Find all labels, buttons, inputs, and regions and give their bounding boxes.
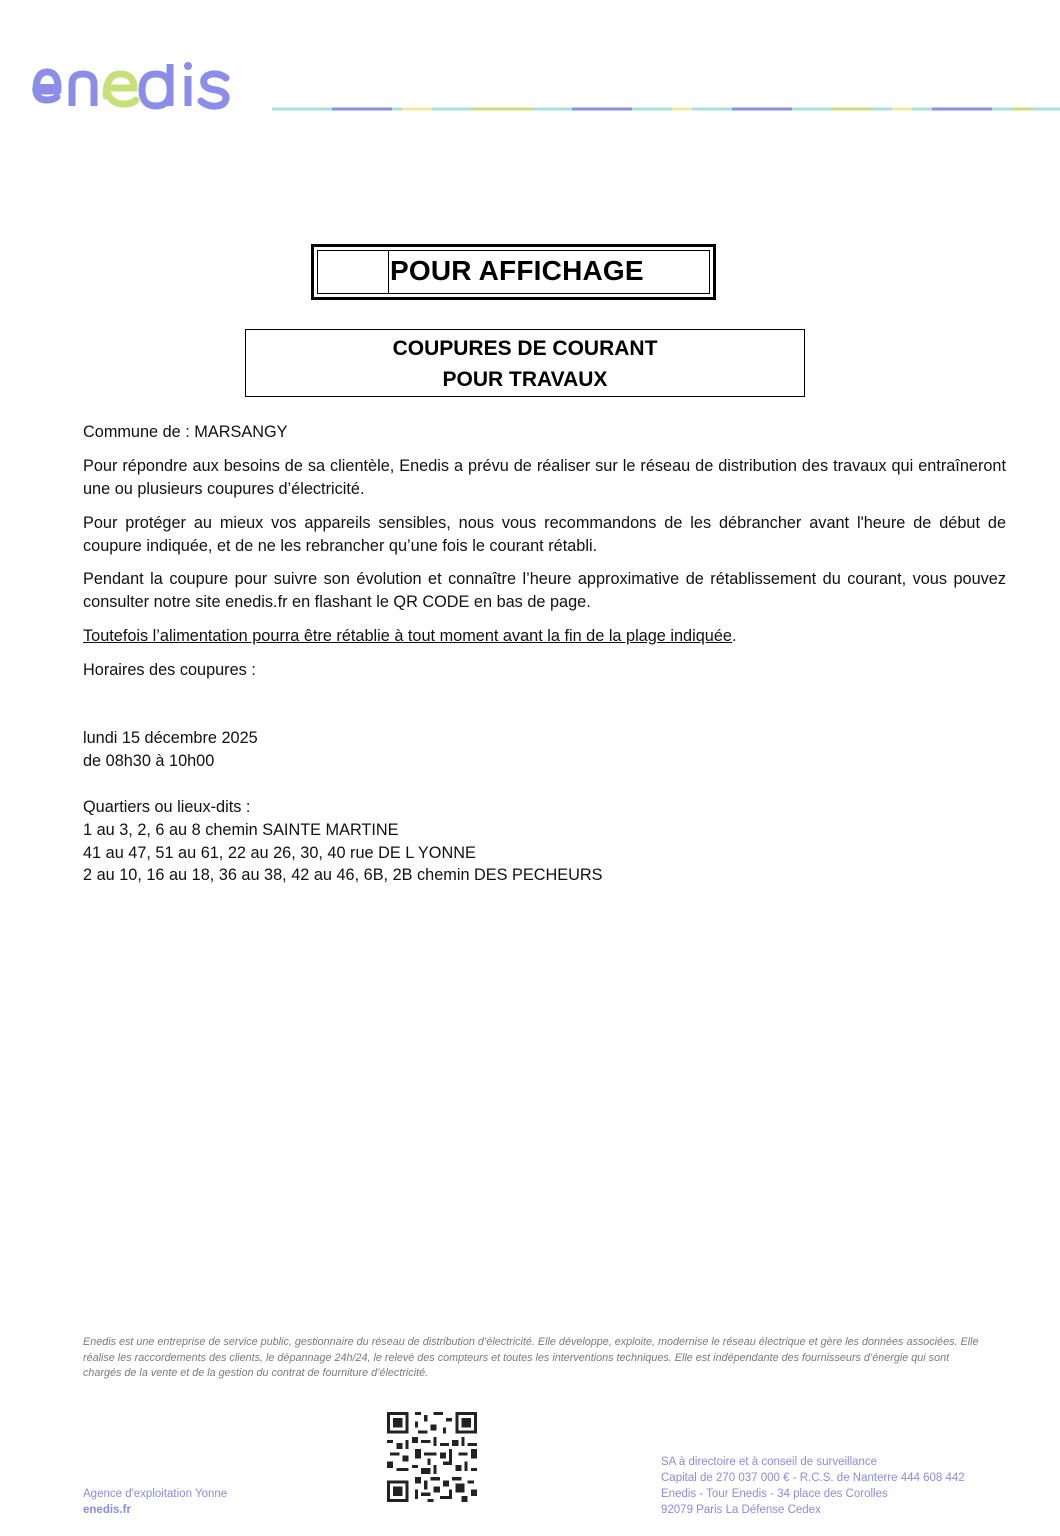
commune-line: Commune de : MARSANGY: [83, 423, 288, 441]
paragraph-besoins: Pour répondre aux besoins de sa clientèle, Enedis a prévu de réaliser sur le réseau de distribution des travaux qui entraîneront une ou plusieurs coupures d’électricité.: [83, 457, 1006, 498]
coupures-title-line1: COUPURES DE COURANT: [392, 337, 658, 360]
schedule-date: lundi 15 décembre 2025: [83, 729, 258, 747]
paragraph-protection: Pour protéger au mieux vos appareils sensibles, nous vous recommandons de les débrancher avant l'heure de début de coupure indiquée, et de ne les rebrancher qu’une fois le courant rétabli.: [83, 514, 1006, 555]
agency-name: Agence d'exploitation Yonne: [83, 1488, 228, 1500]
company-line: SA à directoire et à conseil de surveillance: [661, 1456, 878, 1468]
website-link[interactable]: enedis.fr: [83, 1504, 131, 1516]
affichage-cell-divider: [388, 251, 389, 293]
coupures-title-box: [245, 329, 805, 397]
header-divider-line: [272, 104, 1060, 114]
agency-block: [83, 1486, 227, 1518]
retablissement-period: .: [731, 627, 737, 645]
address-line: 41 au 47, 51 au 61, 22 au 26, 30, 40 rue DE L YONNE: [83, 844, 476, 862]
logo-text: enedis: [28, 58, 31, 59]
quartiers-label: Quartiers ou lieux-dits :: [83, 798, 251, 816]
address-line: 2 au 10, 16 au 18, 36 au 38, 42 au 46, 6B, 2B chemin DES PECHEURS: [83, 866, 603, 884]
company-line: Capital de 270 037 000 € - R.C.S. de Nanterre 444 608 442: [661, 1472, 965, 1484]
coupures-title-line2: POUR TRAVAUX: [442, 368, 608, 391]
company-line: Enedis - Tour Enedis - 34 place des Corolles: [661, 1488, 888, 1500]
affichage-title: POUR AFFICHAGE: [390, 255, 644, 286]
company-info: [661, 1454, 965, 1518]
schedule-time: de 08h30 à 10h00: [83, 752, 215, 770]
paragraph-retablissement: [83, 625, 736, 648]
affichage-inner-frame: [317, 250, 710, 294]
affichage-box: [311, 244, 716, 300]
paragraph-suivi: Pendant la coupure pour suivre son évolution et connaître l’heure approximative de rétablissement du courant, vous pouvez consulter notre site enedis.fr en flashant le QR CODE en bas de page.: [83, 570, 1006, 611]
company-line: 92079 Paris La Défense Cedex: [661, 1504, 821, 1516]
footer-disclaimer: Enedis est une entreprise de service public, gestionnaire du réseau de distribution d’électricité. Elle développe, exploite, modernise le réseau électrique et gère les données associées. Elle réalise les raccordements des clients, le dépannage 24h/24, le relevé des compteurs et toutes les interventions techniques. Elle est indépendante des fournisseurs d’énergie qui sont chargés de la vente et de la gestion du contrat de fourniture d’électricité.: [83, 1336, 979, 1379]
enedis-logo: [28, 58, 268, 118]
horaires-label: Horaires des coupures :: [83, 661, 256, 679]
address-line: 1 au 3, 2, 6 au 8 chemin SAINTE MARTINE: [83, 821, 399, 839]
qr-code[interactable]: [387, 1412, 477, 1502]
retablissement-underlined: Toutefois l’alimentation pourra être rétablie à tout moment avant la fin de la plage indiquée: [83, 627, 732, 645]
